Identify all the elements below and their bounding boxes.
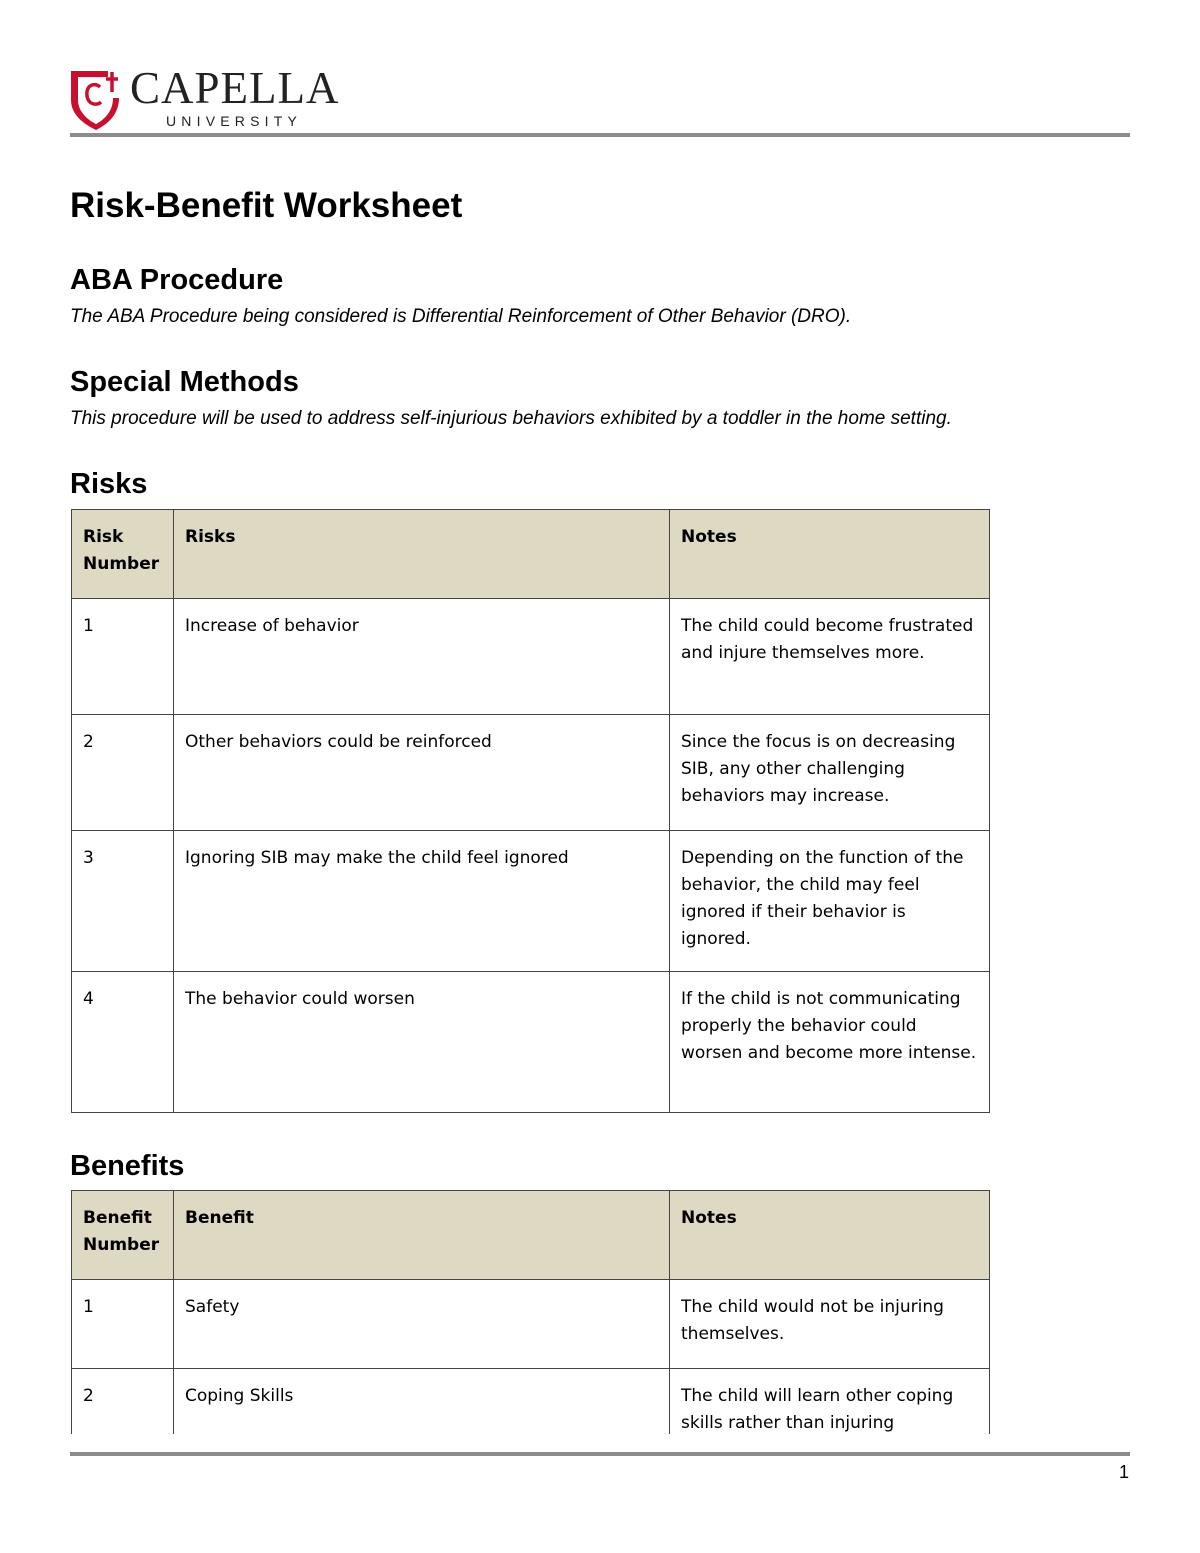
footer-rule bbox=[70, 1452, 1130, 1456]
column-header: Benefit bbox=[174, 1191, 670, 1280]
page-number: 1 bbox=[1119, 1462, 1130, 1482]
header-rule bbox=[70, 133, 1130, 137]
aba-procedure-text: The ABA Procedure being considered is Differential Reinforcement of Other Behavior (DRO). bbox=[70, 306, 852, 327]
risk-item: Ignoring SIB may make the child feel ignored bbox=[174, 831, 670, 972]
risk-notes: Since the focus is on decreasing SIB, any other challenging behaviors may increase. bbox=[670, 715, 990, 831]
table-row bbox=[72, 599, 990, 715]
table-row bbox=[72, 972, 990, 1113]
benefits-table bbox=[71, 1190, 990, 1434]
brand-name: CAPELLA bbox=[130, 63, 340, 113]
column-header: Notes bbox=[670, 510, 990, 599]
risk-number: 4 bbox=[72, 972, 174, 1113]
page-title: Risk-Benefit Worksheet bbox=[70, 186, 463, 225]
benefits-table-region bbox=[0, 1190, 1200, 1434]
column-header: Benefit Number bbox=[72, 1191, 174, 1280]
benefits-table-header bbox=[72, 1191, 990, 1280]
risks-table bbox=[71, 509, 990, 1113]
benefit-number: 2 bbox=[72, 1369, 174, 1435]
risks-table-header bbox=[72, 510, 990, 599]
special-methods-text: This procedure will be used to address self-injurious behaviors exhibited by a toddler in the home setting. bbox=[70, 408, 952, 429]
column-header: Risk Number bbox=[72, 510, 174, 599]
risk-notes: The child could become frustrated and injure themselves more. bbox=[670, 599, 990, 715]
risk-item: The behavior could worsen bbox=[174, 972, 670, 1113]
table-row bbox=[72, 1369, 990, 1435]
special-methods-heading: Special Methods bbox=[70, 366, 299, 398]
risk-notes: If the child is not communicating properly the behavior could worsen and become more intense. bbox=[670, 972, 990, 1113]
column-header: Notes bbox=[670, 1191, 990, 1280]
benefit-number: 1 bbox=[72, 1280, 174, 1369]
benefit-notes: The child will learn other coping skills rather than injuring bbox=[670, 1369, 990, 1435]
aba-procedure-heading: ABA Procedure bbox=[70, 264, 284, 296]
benefits-heading: Benefits bbox=[70, 1150, 185, 1182]
benefit-item: Safety bbox=[174, 1280, 670, 1369]
risk-notes: Depending on the function of the behavior, the child may feel ignored if their behavior is ignored. bbox=[670, 831, 990, 972]
risk-number: 2 bbox=[72, 715, 174, 831]
risk-number: 3 bbox=[72, 831, 174, 972]
risk-item: Increase of behavior bbox=[174, 599, 670, 715]
risk-number: 1 bbox=[72, 599, 174, 715]
capella-shield-icon bbox=[68, 68, 124, 132]
risks-heading: Risks bbox=[70, 468, 148, 500]
benefit-item: Coping Skills bbox=[174, 1369, 670, 1435]
table-row bbox=[72, 1280, 990, 1369]
table-row bbox=[72, 715, 990, 831]
brand-subtitle: UNIVERSITY bbox=[166, 113, 303, 129]
benefit-notes: The child would not be injuring themselves. bbox=[670, 1280, 990, 1369]
column-header: Risks bbox=[174, 510, 670, 599]
table-row bbox=[72, 831, 990, 972]
risk-item: Other behaviors could be reinforced bbox=[174, 715, 670, 831]
